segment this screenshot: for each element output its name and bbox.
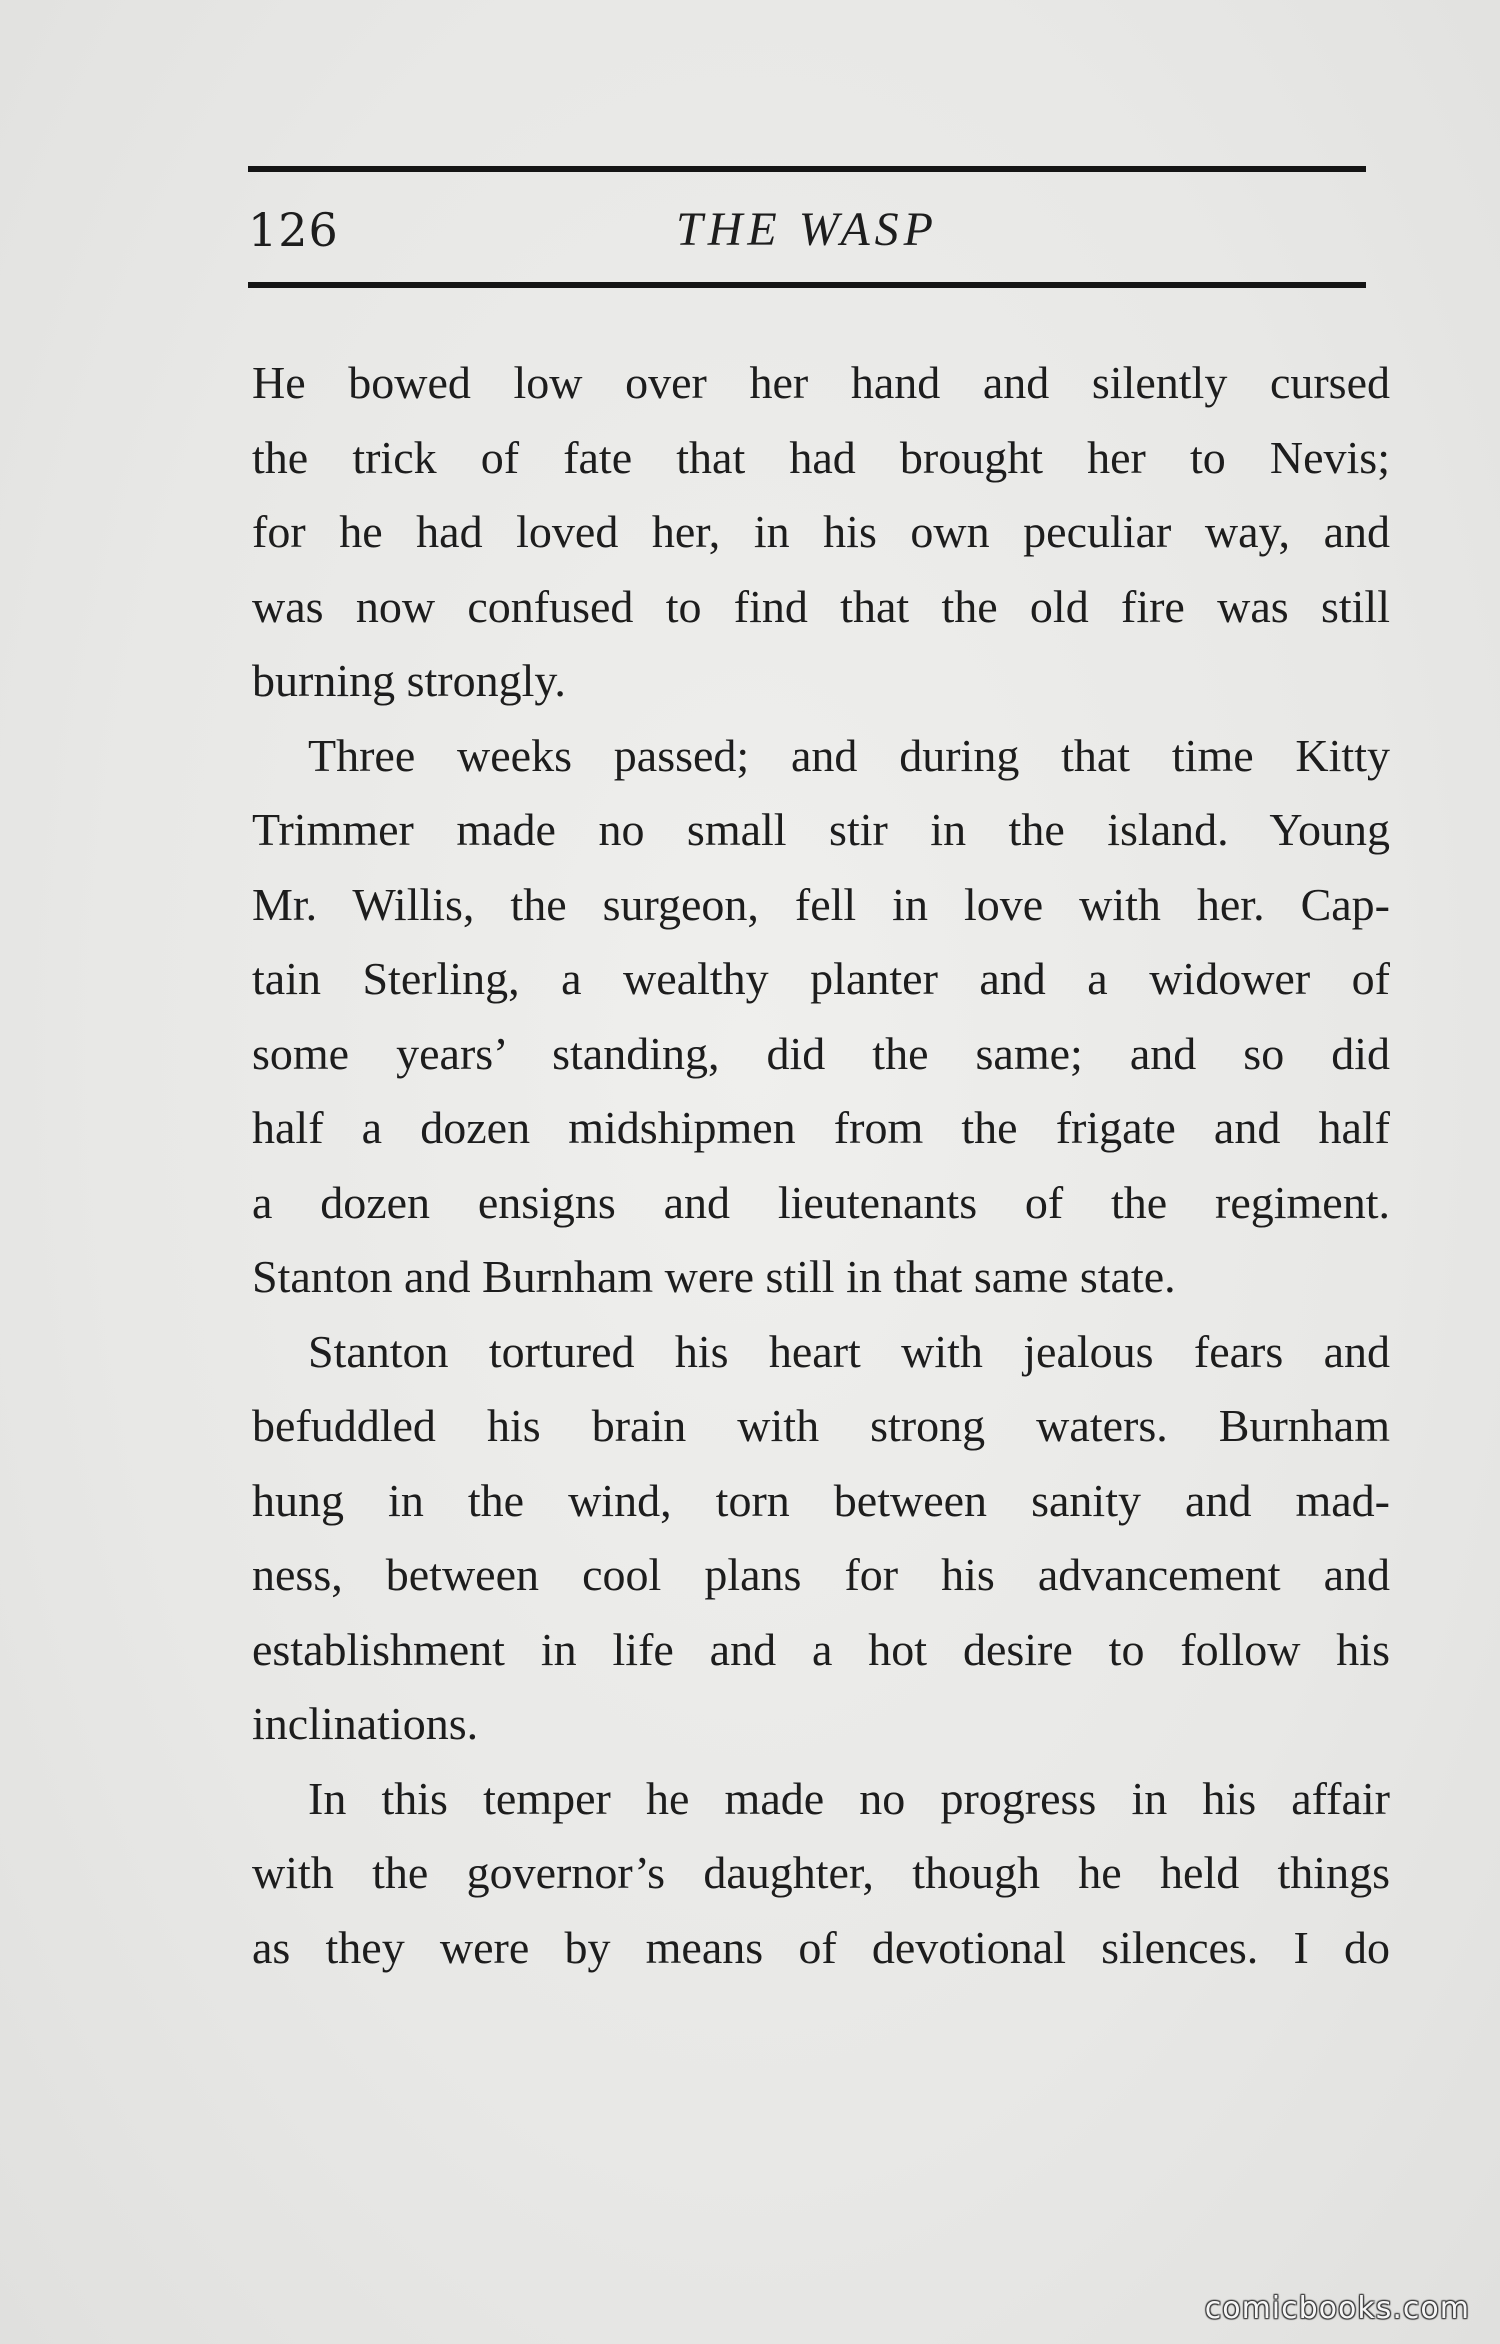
text-line: In this temper he made no progress in his affair — [308, 1772, 1390, 1824]
text-line: with the governor’s daughter, though he held things — [252, 1847, 1390, 1898]
text-line: some years’ standing, did the same; and so did — [252, 1027, 1390, 1079]
text-line: inclinations. — [252, 1698, 479, 1749]
text-line: as they were by means of devotional silences. I do — [252, 1921, 1390, 1973]
text-line: burning strongly. — [252, 655, 566, 706]
watermark: comicbooks.com — [1204, 2291, 1470, 2326]
text-line: He bowed low over her hand and silently cursed — [252, 357, 1390, 408]
page-number: 126 — [248, 203, 339, 257]
body-text — [252, 346, 1390, 1985]
book-title: THE WASP — [676, 203, 938, 256]
text-line: Mr. Willis, the surgeon, fell in love with her. Cap- — [252, 878, 1390, 930]
text-line: establishment in life and a hot desire to follow his — [252, 1623, 1390, 1675]
text-line: Stanton tortured his heart with jealous fears and — [308, 1325, 1390, 1377]
text-line: the trick of fate that had brought her to Nevis; — [252, 431, 1390, 483]
text-line: was now confused to find that the old fire was still — [252, 580, 1390, 632]
text-line: for he had loved her, in his own peculiar way, and — [252, 506, 1390, 557]
text-line: a dozen ensigns and lieutenants of the regiment. — [252, 1176, 1390, 1228]
running-head — [248, 198, 1366, 268]
text-line: Stanton and Burnham were still in that same state. — [252, 1251, 1176, 1302]
text-line: half a dozen midshipmen from the frigate and half — [252, 1102, 1390, 1153]
text-line: tain Sterling, a wealthy planter and a widower of — [252, 953, 1390, 1004]
text-line: befuddled his brain with strong waters. Burnham — [252, 1400, 1390, 1451]
header-bottom-rule — [248, 282, 1366, 288]
text-line: Three weeks passed; and during that time Kitty — [308, 729, 1390, 781]
text-line: hung in the wind, torn between sanity and mad- — [252, 1474, 1390, 1526]
text-line: Trimmer made no small stir in the island. Young — [252, 804, 1390, 855]
text-line: ness, between cool plans for his advancement and — [252, 1549, 1390, 1600]
header-top-rule — [248, 166, 1366, 172]
